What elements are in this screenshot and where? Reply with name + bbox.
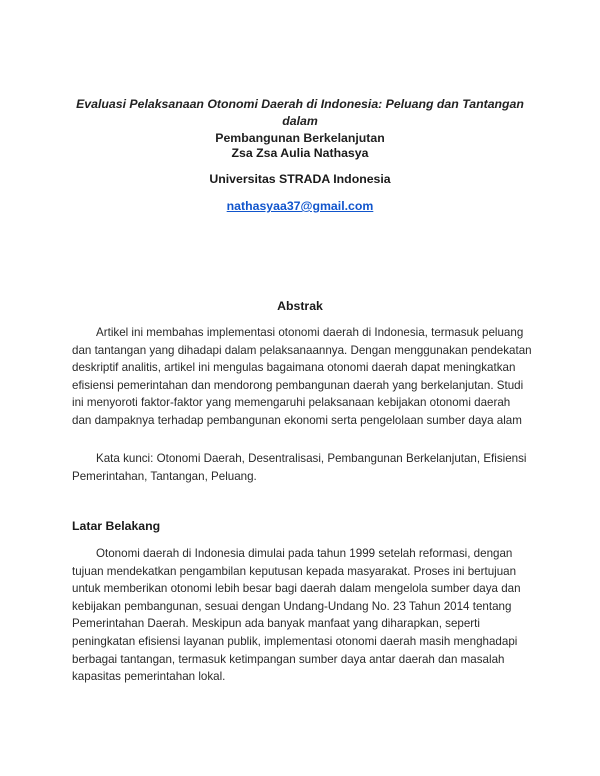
author-email-text[interactable]: nathasyaa37@gmail.com — [226, 199, 374, 213]
title-line-2: Pembangunan Berkelanjutan — [215, 131, 385, 145]
author-email-link[interactable] — [0, 199, 600, 213]
section-heading: Latar Belakang — [72, 519, 161, 533]
author-name: Zsa Zsa Aulia Nathasya — [231, 146, 369, 160]
abstract-heading: Abstrak — [277, 299, 323, 313]
abstract-body: Artikel ini membahas implementasi otonomi daerah di Indonesia, termasuk peluang dan tantangan yang dihadapi dalam pelaksanaannya. Dengan menggunakan pendekatan deskriptif analitis, artikel ini mengulas bagaimana otonomi daerah dapat meningkatkan efisiensi pemerintahan dan mendorong pembangunan daerah yang berkelanjutan. Studi ini menyoroti faktor-faktor yang memengaruhi pelaksanaan kebijakan otonomi daerah dan dampaknya terhadap pembangunan ekonomi serta pengelolaan sumber daya alam — [72, 326, 532, 427]
section-body: Otonomi daerah di Indonesia dimulai pada tahun 1999 setelah reformasi, dengan tujuan mendekatkan pengambilan keputusan kepada masyarakat. Proses ini bertujuan untuk memberikan otonomi lebih besar bagi daerah dalam mengelola sumber daya dan kebijakan pembangunan, sesuai dengan Undang-Undang No. 23 Tahun 2014 tentang Pemerintahan Daerah. Meskipun ada banyak manfaat yang diharapkan, seperti peningkatan efisiensi layanan publik, implementasi otonomi daerah masih menghadapi berbagai tantangan, termasuk ketimpangan sumber daya antar daerah dan masalah kapasitas pemerintahan lokal. — [72, 547, 521, 684]
author-affiliation: Universitas STRADA Indonesia — [209, 172, 391, 186]
title-line-1: Evaluasi Pelaksanaan Otonomi Daerah di Indonesia: Peluang dan Tantangan dalam — [76, 97, 524, 128]
paper-title — [60, 96, 540, 147]
keywords-paragraph: Kata kunci: Otonomi Daerah, Desentralisasi, Pembangunan Berkelanjutan, Efisiensi Pemerintahan, Tantangan, Peluang. — [72, 452, 527, 483]
